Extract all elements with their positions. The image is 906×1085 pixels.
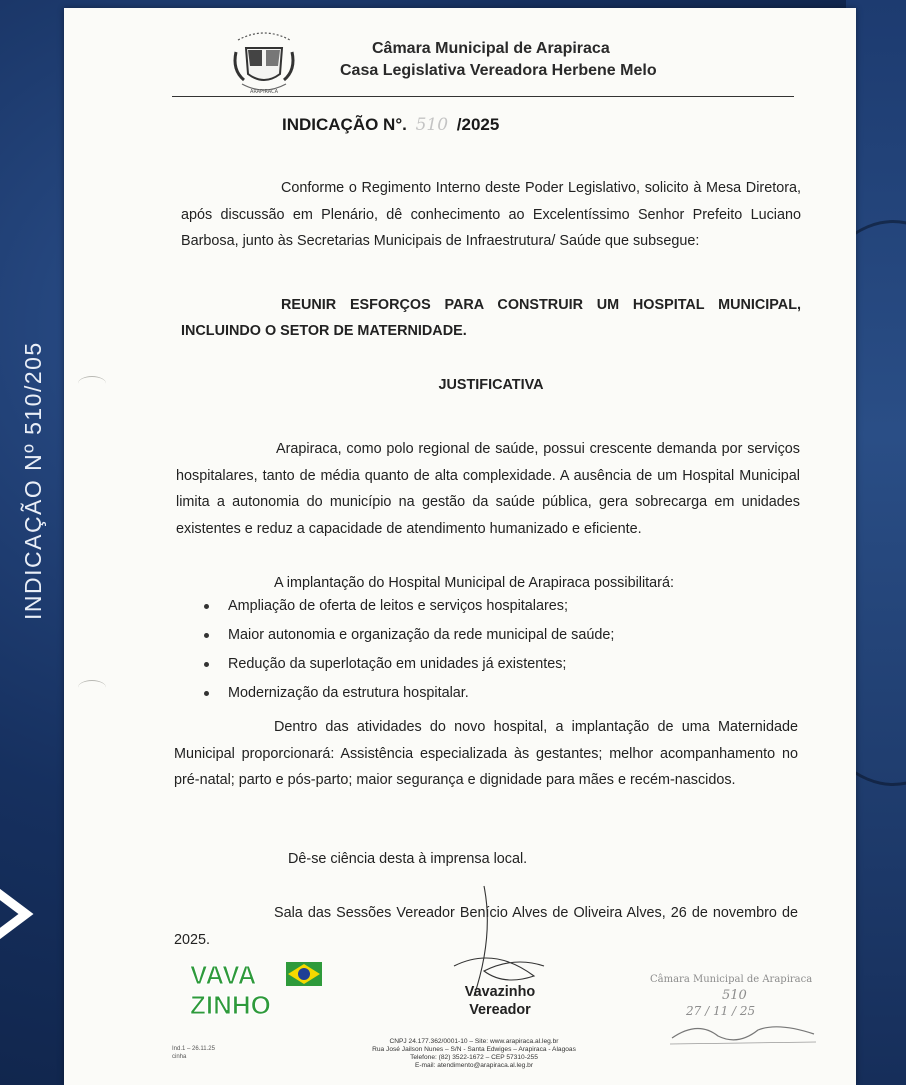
- protocol-stamp: [648, 974, 828, 1052]
- stamp-signature: [668, 1018, 818, 1048]
- signer-name: Vavazinho: [464, 984, 536, 1000]
- punch-hole: [78, 680, 106, 695]
- intro-paragraph: Conforme o Regimento Interno deste Poder Legislativo, solicito à Mesa Diretora, após discussão em Plenário, dê conhecimento ao Excelentíssimo Senhor Prefeito Luciano Barbosa, junto às Secretarias Municipais de Infraestrutura/ Saúde que subsegue:: [181, 180, 801, 249]
- footer-line: E-mail: atendimento@arapiraca.al.leg.br: [414, 1062, 534, 1069]
- title-number: 510: [415, 115, 449, 135]
- chevron-right-icon: [0, 888, 38, 940]
- title-prefix: INDICAÇÃO N°.: [282, 115, 407, 134]
- footer-reference-line: cinha: [172, 1054, 187, 1060]
- coat-of-arms-icon: [224, 20, 304, 100]
- list-item: Redução da superlotação em unidades já existentes;: [194, 650, 614, 679]
- organization-name: Câmara Municipal de Arapiraca: [372, 40, 610, 57]
- justification-paragraph: Arapiraca, como polo regional de saúde, possui crescente demanda por serviços hospitalares, tanto de média quanto de alta complexidade. A ausência de um Hospital Municipal limita a autonomia do município na gestão da saúde pública, gera sobrecarga em unidades existentes e reduz a capacidade de atendimento humanizado e eficiente.: [176, 441, 800, 537]
- maternity-paragraph: Dentro das atividades do novo hospital, a implantação de uma Maternidade Municipal proporcionará: Assistência especializada às gestantes; melhor acompanhamento no pré-natal; parto e pós-parto; maior segurança e dignidade para mães e recém-nascidos.: [174, 719, 798, 788]
- signer-block: [420, 983, 580, 1019]
- request-text: REUNIR ESFORÇOS PARA CONSTRUIR UM HOSPITAL MUNICIPAL, INCLUINDO O SETOR DE MATERNIDADE.: [181, 297, 801, 339]
- footer-contact: [304, 1038, 644, 1070]
- organization-subtitle: Casa Legislativa Vereadora Herbene Melo: [340, 62, 657, 79]
- header-divider: [172, 96, 794, 97]
- stamp-date: 27 / 11 / 25: [686, 1004, 756, 1018]
- press-notice: Dê-se ciência desta à imprensa local.: [288, 851, 528, 867]
- brazil-flag-icon: [286, 962, 322, 986]
- stamp-title: Câmara Municipal de Arapiraca: [650, 974, 813, 985]
- list-item: Maior autonomia e organização da rede municipal de saúde;: [194, 621, 614, 650]
- vavazinho-logo: [186, 958, 328, 1018]
- emblem-text: ARAPIRACA: [249, 89, 279, 95]
- logo-text-bottom: ZINHO: [190, 990, 271, 1018]
- footer-reference: [172, 1045, 215, 1061]
- footer-line: Telefone: (82) 3522-1672 – CEP 57310-255: [410, 1054, 538, 1061]
- logo-text-top: VAVA: [190, 960, 257, 990]
- document-page: [64, 8, 856, 1085]
- stamp-number: 510: [722, 988, 747, 1003]
- document-title: [282, 115, 499, 135]
- signer-role: Vereador: [469, 1002, 531, 1018]
- justification-heading: JUSTIFICATIVA: [438, 377, 544, 393]
- closing-text: Sala das Sessões Vereador Benício Alves de Oliveira Alves, 26 de novembro de 2025.: [174, 905, 798, 948]
- side-label: INDICAÇÃO Nº 510/205: [20, 341, 46, 620]
- list-item: Modernização da estrutura hospitalar.: [194, 679, 614, 708]
- benefits-list: [194, 592, 614, 708]
- title-year: /2025: [456, 115, 500, 134]
- list-item: Ampliação de oferta de leitos e serviços hospitalares;: [194, 592, 614, 621]
- footer-reference-line: Ind.1 – 26.11.25: [172, 1046, 215, 1052]
- benefits-intro: A implantação do Hospital Municipal de Arapiraca possibilitará:: [274, 575, 674, 591]
- footer-line: Rua José Jailson Nunes – S/N - Santa Edwiges – Arapiraca - Alagoas: [372, 1046, 576, 1053]
- punch-hole: [78, 376, 106, 391]
- footer-line: CNPJ 24.177.362/0001-10 – Site: www.arapiraca.al.leg.br: [389, 1038, 559, 1045]
